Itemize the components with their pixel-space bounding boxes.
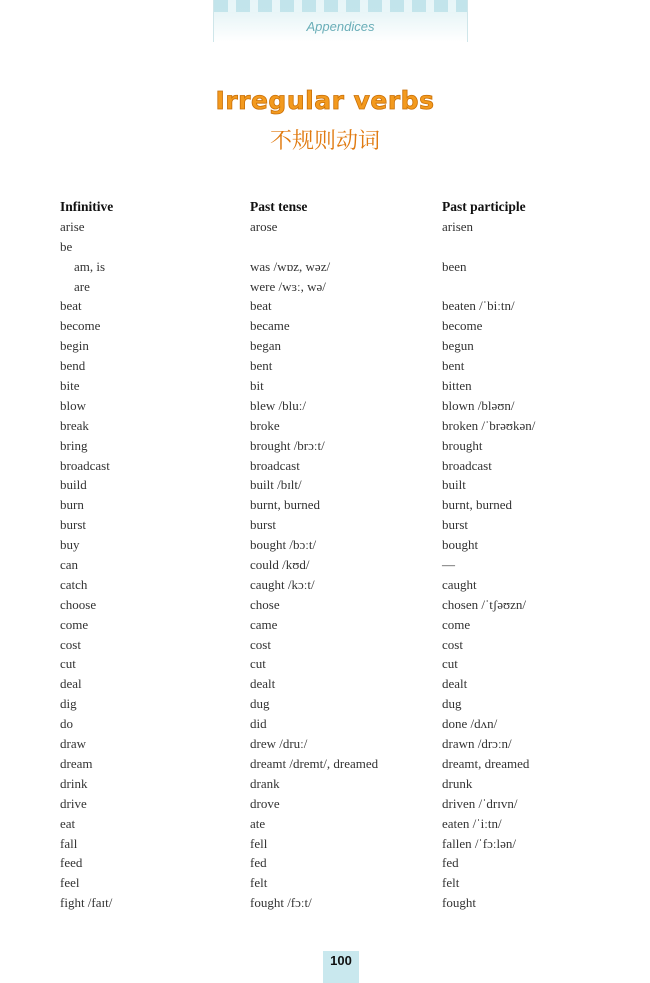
page-number: 100 — [323, 951, 359, 983]
cell-past-tense: began — [250, 338, 282, 354]
cell-past-tense: arose — [250, 218, 278, 234]
cell-past-tense: cost — [250, 636, 271, 652]
table-row — [60, 237, 620, 257]
table-row — [60, 853, 620, 873]
cell-past-tense: caught /kɔːt/ — [250, 576, 315, 592]
table-row — [60, 396, 620, 416]
cell-past-participle: beaten /ˈbiːtn/ — [442, 298, 515, 314]
cell-past-participle: dug — [442, 696, 462, 712]
cell-past-tense: came — [250, 616, 278, 632]
cell-past-tense: brought /brɔːt/ — [250, 437, 325, 453]
table-row — [60, 635, 620, 655]
table-row — [60, 535, 620, 555]
cell-infinitive: come — [60, 616, 89, 632]
table-row — [60, 296, 620, 316]
cell-infinitive: broadcast — [60, 457, 110, 473]
column-header-past-participle: Past participle — [442, 199, 526, 214]
cell-infinitive: burn — [60, 497, 84, 513]
cell-infinitive: do — [60, 716, 73, 732]
table-row — [60, 794, 620, 814]
page-subtitle-chinese: 不规则动词 — [269, 129, 380, 154]
cell-past-tense: broadcast — [250, 457, 300, 473]
cell-past-tense: drank — [250, 775, 280, 791]
cell-infinitive: beat — [60, 298, 82, 314]
table-row — [60, 436, 620, 456]
cell-past-tense: could /kʊd/ — [250, 557, 310, 573]
table-row — [60, 893, 620, 913]
cell-infinitive: burst — [60, 517, 86, 533]
cell-infinitive: drink — [60, 775, 88, 791]
cell-past-participle: eaten /ˈiːtn/ — [442, 815, 502, 831]
cell-infinitive: cost — [60, 636, 81, 652]
cell-past-participle: cost — [442, 636, 463, 652]
cell-past-participle: burst — [442, 517, 468, 533]
cell-infinitive: build — [60, 477, 87, 493]
table-row — [60, 456, 620, 476]
cell-past-tense: dealt — [250, 676, 276, 692]
cell-past-tense: blew /bluː/ — [250, 397, 306, 413]
cell-past-participle: fallen /ˈfɔːlən/ — [442, 835, 516, 851]
cell-past-participle: felt — [442, 875, 460, 891]
cell-past-tense: dreamt /dremt/, dreamed — [250, 755, 379, 771]
cell-past-participle: been — [442, 258, 467, 274]
table-row — [60, 257, 620, 277]
table-row — [60, 754, 620, 774]
cell-past-participle: driven /ˈdrɪvn/ — [442, 795, 518, 811]
cell-infinitive: blow — [60, 397, 86, 413]
cell-infinitive: begin — [60, 338, 89, 354]
cell-past-participle: drawn /drɔːn/ — [442, 736, 512, 752]
cell-infinitive: be — [60, 238, 73, 254]
cell-infinitive: break — [60, 417, 89, 433]
cell-past-participle: fought — [442, 895, 476, 911]
cell-past-participle: bitten — [442, 378, 472, 394]
cell-infinitive: bend — [60, 358, 86, 374]
cell-infinitive: draw — [60, 736, 86, 752]
table-row — [60, 873, 620, 893]
table-row — [60, 356, 620, 376]
cell-past-tense: did — [250, 716, 267, 732]
cell-past-participle: come — [442, 616, 471, 632]
cell-past-tense: burst — [250, 517, 276, 533]
table-row — [60, 217, 620, 237]
table-row — [60, 774, 620, 794]
cell-infinitive: bite — [60, 378, 80, 394]
cell-past-tense: bent — [250, 358, 273, 374]
cell-past-tense: broke — [250, 417, 280, 433]
column-header-past-tense: Past tense — [250, 199, 308, 214]
cell-infinitive: dig — [60, 696, 77, 712]
cell-infinitive: are — [74, 278, 90, 294]
cell-past-participle: dreamt, dreamed — [442, 755, 530, 771]
cell-past-participle: chosen /ˈtʃəʊzn/ — [442, 596, 527, 612]
cell-past-tense: drove — [250, 795, 280, 811]
cell-past-tense: bit — [250, 378, 264, 394]
cell-past-tense: dug — [250, 696, 270, 712]
cell-past-tense: ate — [250, 815, 266, 831]
table-row — [60, 277, 620, 297]
table-row — [60, 495, 620, 515]
table-row — [60, 814, 620, 834]
cell-past-tense: built /bɪlt/ — [250, 477, 302, 493]
table-row — [60, 336, 620, 356]
cell-past-tense: cut — [250, 656, 266, 672]
table-header-row — [60, 197, 620, 217]
cell-past-tense: fell — [250, 835, 268, 851]
table-row — [60, 376, 620, 396]
cell-past-tense: were /wɜː, wə/ — [250, 278, 326, 294]
cell-past-participle: cut — [442, 656, 458, 672]
table-row — [60, 515, 620, 535]
cell-infinitive: become — [60, 318, 101, 334]
appendix-header-tab — [213, 0, 468, 42]
cell-infinitive: feel — [60, 875, 80, 891]
cell-past-participle: built — [442, 477, 466, 493]
cell-infinitive: drive — [60, 795, 87, 811]
cell-infinitive: buy — [60, 537, 80, 553]
table-row — [60, 615, 620, 635]
cell-past-tense: drew /druː/ — [250, 736, 308, 752]
page-title: Irregular verbs — [215, 86, 435, 115]
cell-infinitive: cut — [60, 656, 76, 672]
cell-infinitive: fight /faɪt/ — [60, 895, 113, 911]
cell-past-participle: — — [442, 557, 455, 573]
table-row — [60, 714, 620, 734]
cell-past-tense: bought /bɔːt/ — [250, 537, 317, 553]
cell-past-tense: was /wɒz, wəz/ — [250, 258, 331, 274]
table-row — [60, 674, 620, 694]
cell-past-participle: broken /ˈbrəʊkən/ — [442, 417, 536, 433]
table-row — [60, 595, 620, 615]
cell-past-participle: arisen — [442, 218, 474, 234]
table-row — [60, 416, 620, 436]
cell-past-participle: blown /bləʊn/ — [442, 397, 515, 413]
cell-past-tense: fought /fɔːt/ — [250, 895, 312, 911]
cell-infinitive: can — [60, 557, 79, 573]
table-row — [60, 834, 620, 854]
cell-past-tense: fed — [250, 855, 267, 871]
cell-past-tense: burnt, burned — [250, 497, 321, 513]
cell-past-participle: broadcast — [442, 457, 492, 473]
cell-past-participle: begun — [442, 338, 474, 354]
cell-infinitive: dream — [60, 755, 93, 771]
cell-past-participle: drunk — [442, 775, 473, 791]
cell-past-tense: felt — [250, 875, 268, 891]
table-body — [60, 217, 620, 913]
cell-past-participle: dealt — [442, 676, 468, 692]
cell-infinitive: choose — [60, 596, 97, 612]
table-row — [60, 654, 620, 674]
cell-past-tense: beat — [250, 298, 272, 314]
table-row — [60, 316, 620, 336]
cell-past-participle: bent — [442, 358, 465, 374]
cell-past-participle: done /dʌn/ — [442, 716, 498, 732]
table-row — [60, 575, 620, 595]
table-row — [60, 475, 620, 495]
header-label: Appendices — [306, 19, 375, 34]
header-decorative-strip — [214, 0, 467, 12]
cell-infinitive: fall — [60, 835, 78, 851]
cell-past-participle: become — [442, 318, 483, 334]
cell-past-tense: became — [250, 318, 290, 334]
cell-past-participle: fed — [442, 855, 459, 871]
table-row — [60, 555, 620, 575]
cell-past-participle: bought — [442, 537, 479, 553]
cell-past-tense: chose — [250, 596, 280, 612]
cell-infinitive: eat — [60, 815, 76, 831]
cell-infinitive: bring — [60, 437, 88, 453]
cell-infinitive: am, is — [74, 258, 106, 274]
cell-infinitive: deal — [60, 676, 82, 692]
cell-infinitive: feed — [60, 855, 83, 871]
cell-past-participle: caught — [442, 576, 477, 592]
irregular-verbs-table — [60, 197, 620, 913]
table-row — [60, 734, 620, 754]
cell-past-participle: brought — [442, 437, 483, 453]
cell-past-participle: burnt, burned — [442, 497, 513, 513]
cell-infinitive: catch — [60, 576, 88, 592]
table-row — [60, 694, 620, 714]
column-header-infinitive: Infinitive — [60, 199, 114, 214]
cell-infinitive: arise — [60, 218, 85, 234]
